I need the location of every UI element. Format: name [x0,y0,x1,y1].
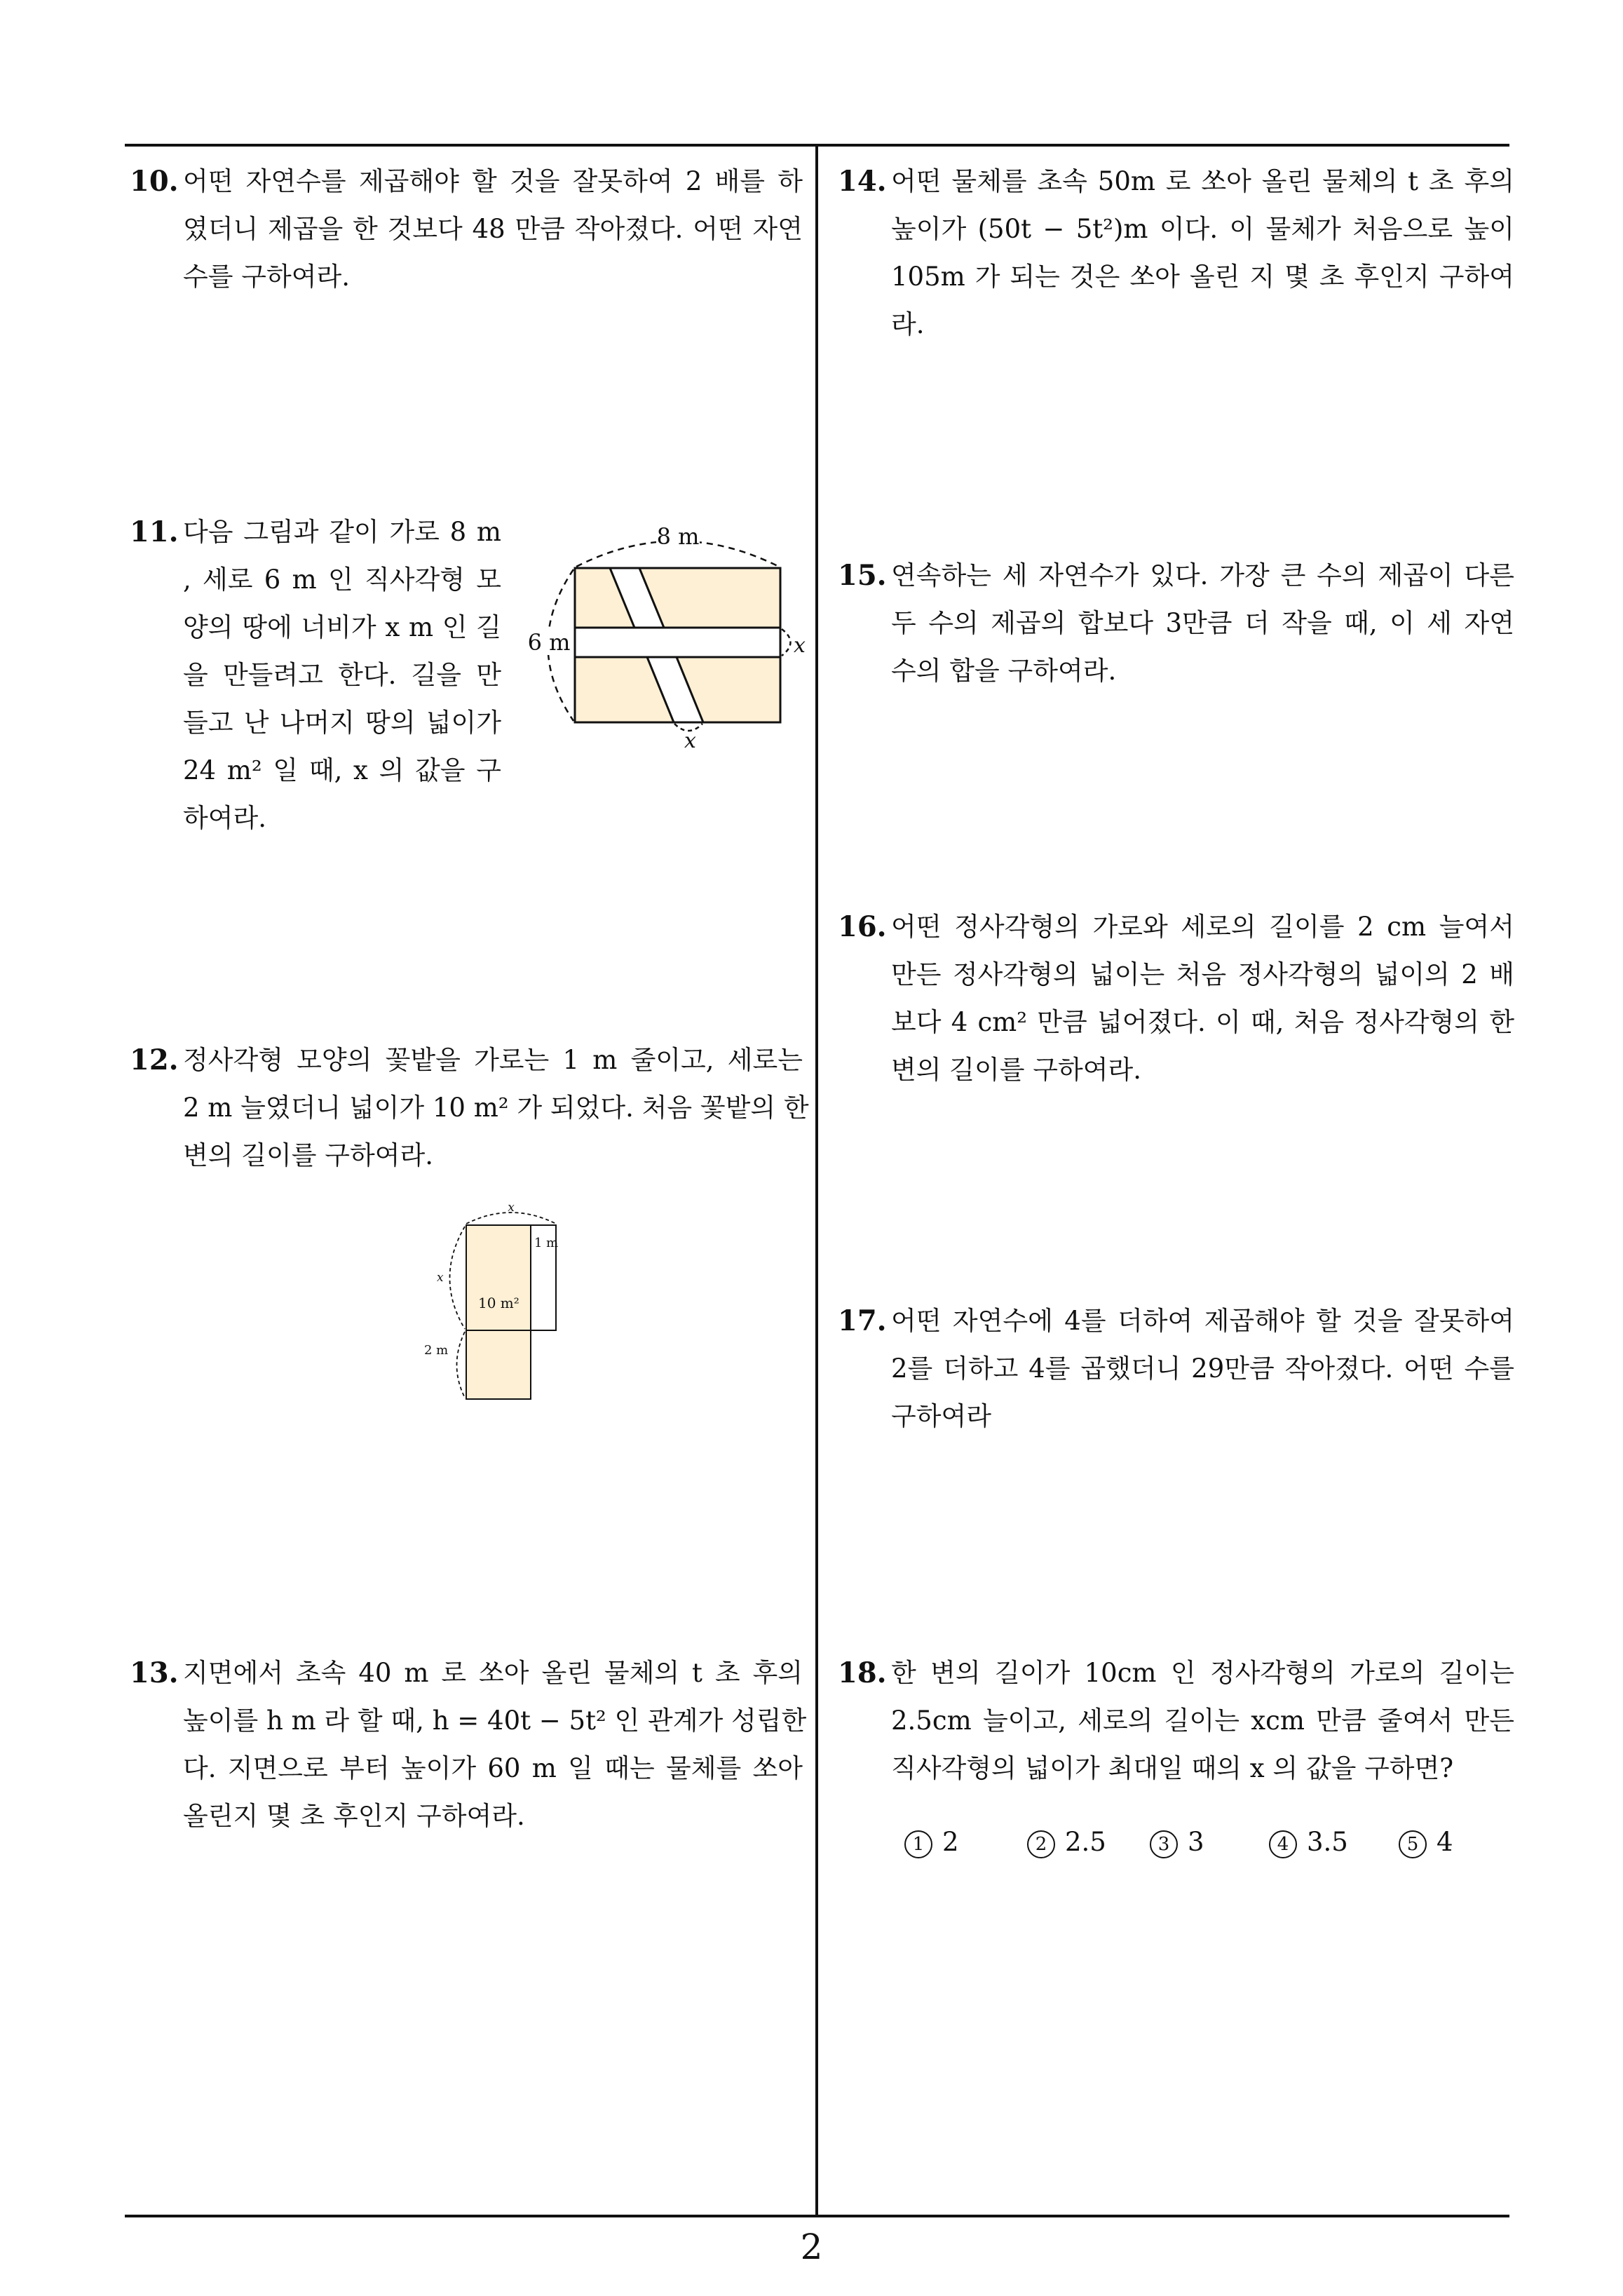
choice-value: 2.5 [1065,1827,1106,1857]
question-18 [838,1649,1514,1792]
question-14 [838,158,1514,349]
question-line: 2를 더하고 4를 곱했더니 29만큼 작아졌다. 어떤 수를 [891,1353,1514,1384]
question-17 [838,1297,1514,1440]
column-divider [815,145,818,2217]
question-line: 두 수의 제곱의 합보다 3만큼 더 작을 때, 이 세 자연 [891,608,1514,638]
question-line: 지면에서 초속 40 m 로 쏘아 올린 물체의 t 초 후의 [183,1658,803,1688]
right-dimension-arc [782,629,791,656]
right-label: x [794,633,806,658]
question-number: 11. [130,515,179,548]
choice-3[interactable] [1150,1827,1204,1858]
choice-value: 4 [1437,1827,1453,1857]
question-line: , 세로 6 m 인 직사각형 모 [183,565,501,595]
question-line: 다음 그림과 같이 가로 8 m [183,517,501,547]
top-label: x [508,1201,515,1215]
page-number: 2 [800,2227,823,2267]
question-line: 하여라. [183,803,266,833]
choice-value: 2 [942,1827,959,1857]
question-line: 어떤 정사각형의 가로와 세로의 길이를 2 cm 늘여서 [891,912,1514,942]
choice-4[interactable] [1269,1827,1348,1858]
question-line: 직사각형의 넓이가 최대일 때의 x 의 값을 구하면? [891,1753,1454,1783]
question-line: 높이를 h m 라 할 때, h = 40t − 5t² 인 관계가 성립한 [183,1706,807,1736]
question-11 [130,508,501,842]
question-line: 24 m² 일 때, x 의 값을 구 [183,755,501,785]
question-number: 12. [130,1044,179,1076]
area-label: 10 m² [478,1295,520,1311]
choice-2[interactable] [1027,1827,1106,1858]
question-line: 105m 가 되는 것은 쏘아 올린 지 몇 초 후인지 구하여 [891,262,1514,292]
question-line: 수를 구하여라. [183,262,350,292]
question-line: 연속하는 세 자연수가 있다. 가장 큰 수의 제곱이 다른 [891,560,1514,590]
question-line: 만든 정사각형의 넓이는 처음 정사각형의 넓이의 2 배 [891,959,1514,990]
horizontal-road [575,628,780,657]
question-line: 높이가 (50t − 5t²)m 이다. 이 물체가 처음으로 높이 [891,214,1514,244]
question-line: 였더니 제곱을 한 것보다 48 만큼 작아졌다. 어떤 자연 [183,214,803,244]
question-line: 2.5cm 늘이고, 세로의 길이는 xcm 만큼 줄여서 만든 [891,1706,1514,1736]
choice-mark: 2 [1027,1830,1055,1858]
question-16 [838,903,1514,1094]
question-line: 다. 지면으로 부터 높이가 60 m 일 때는 물체를 쏘아 [183,1753,803,1783]
question-number: 17. [838,1304,887,1337]
top-label: 8 m [656,523,700,550]
question-line: 라. [891,309,925,339]
question-line: 정사각형 모양의 꽃밭을 가로는 1 m 줄이고, 세로는 [183,1045,803,1075]
answer-choices [904,1827,1535,1869]
question-number: 15. [838,559,887,592]
choice-5[interactable] [1399,1827,1453,1858]
question-number: 13. [130,1656,179,1689]
choice-1[interactable] [904,1827,959,1858]
question-line: 을 만들려고 한다. 길을 만 [183,660,501,690]
question-number: 14. [838,165,887,198]
question-line: 올린지 몇 초 후인지 구하여라. [183,1801,525,1831]
question-15 [838,552,1514,695]
choice-mark: 1 [904,1830,932,1858]
question-10 [130,158,803,301]
question-line: 보다 4 cm² 만큼 넓어졌다. 이 때, 처음 정사각형의 한 [891,1007,1514,1037]
question-line: 한 변의 길이가 10cm 인 정사각형의 가로의 길이는 [891,1658,1514,1688]
question-number: 16. [838,910,887,943]
choice-mark: 4 [1269,1830,1297,1858]
question-number: 10. [130,165,179,198]
question-line: 어떤 물체를 초속 50m 로 쏘아 올린 물체의 t 초 후의 [891,166,1514,196]
choice-value: 3.5 [1307,1827,1348,1857]
choice-mark: 5 [1399,1830,1427,1858]
question-number: 18. [838,1656,887,1689]
bottom-rule [125,2215,1509,2217]
choice-value: 3 [1188,1827,1204,1857]
choice-mark: 3 [1150,1830,1178,1858]
question-line: 변의 길이를 구하여라. [891,1055,1141,1085]
question-line: 들고 난 나머지 땅의 넓이가 [183,708,501,738]
question-13 [130,1649,807,1840]
question-line: 어떤 자연수를 제곱해야 할 것을 잘못하여 2 배를 하 [183,166,803,196]
question-line: 구하여라 [891,1401,991,1431]
left-label: x [437,1271,444,1285]
question-line: 2 m 늘였더니 넓이가 10 m² 가 되었다. 처음 꽃밭의 한 [183,1093,809,1123]
bottom-label: x [684,729,696,750]
question-12 [130,1036,809,1180]
left-label: 6 m [527,629,571,656]
left-dimension-arc [450,1227,466,1329]
bottom-left-dimension-arc [457,1332,466,1398]
flowerbed-diagram [414,1196,575,1406]
bottom-left-label: 2 m [424,1343,449,1358]
question-line: 양의 땅에 너비가 x m 인 길 [183,612,501,642]
question-line: 수의 합을 구하여라. [891,656,1117,686]
right-label: 1 m [534,1236,559,1250]
question-line: 어떤 자연수에 4를 더하여 제곱해야 할 것을 잘못하여 [891,1306,1514,1336]
road-diagram [519,519,813,750]
question-line: 변의 길이를 구하여라. [183,1140,433,1170]
new-bed-rect [466,1225,531,1399]
